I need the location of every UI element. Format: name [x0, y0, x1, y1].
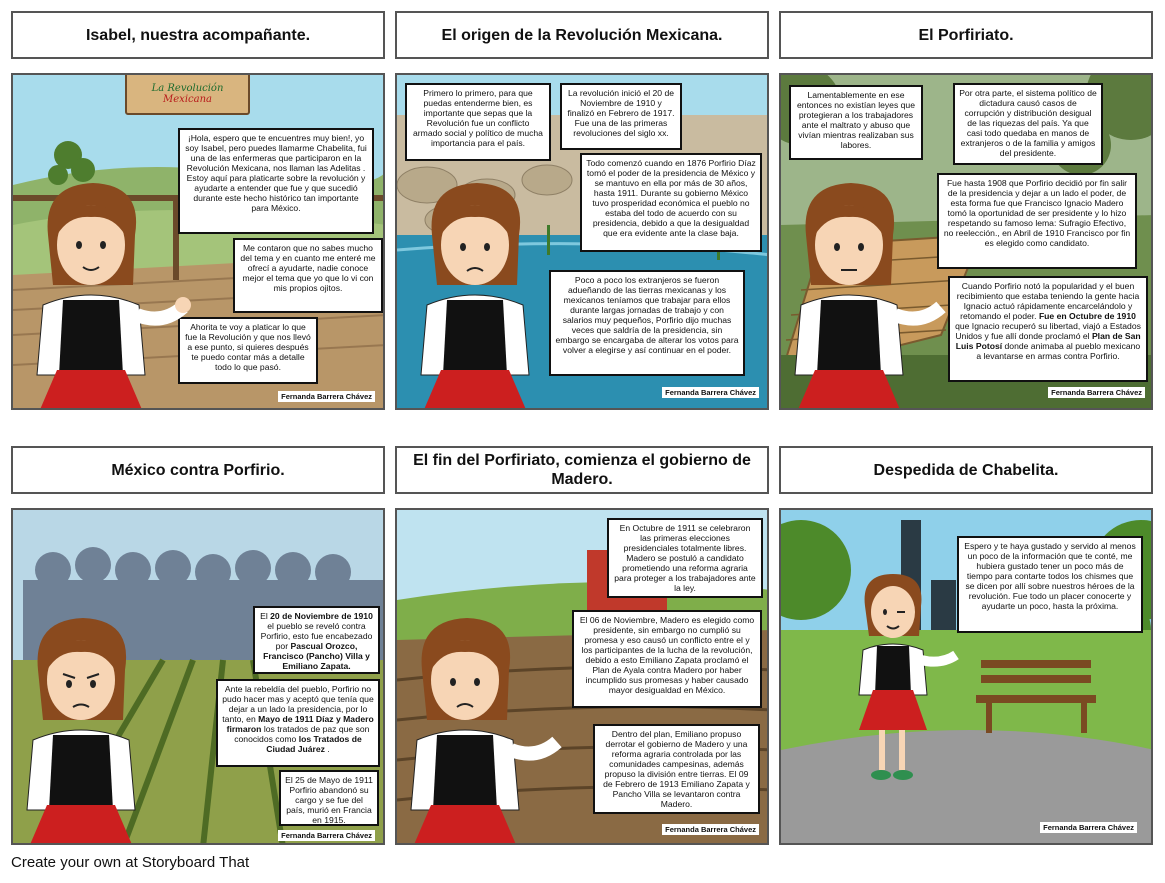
caption: ¡Hola, espero que te encuentres muy bien!, yo soy Isabel, pero puedes llamarme Chabelita, fui una de las enfermeras que participaron en la Revolución Mexicana, nos llaman las Adelitas . Estoy aquí para platicarte sobre la revolución y ayudarte a entender que fue y que sucedió durante este hecho histórico tan importante para México. — [178, 128, 374, 234]
caption: Fue hasta 1908 que Porfirio decidió por fin salir de la presidencia y dejar a un lado el poder, de esta forma fue que Francisco Ignacio Madero tomó la oportunidad de ser presidente y lo hizo respetando su famoso lema: Sufragio Efectivo, no reelección., en Abril de 1910 Francisco por fin es elegido como candidato. — [937, 173, 1137, 269]
caption: Por otra parte, el sistema político de dictadura causó casos de corrupción y distribución desigual de las riquezas del país. Ya que casi todo quedaba en manos de extranjeros o de la familia y amigos del presidente. — [953, 83, 1103, 165]
caption: Dentro del plan, Emiliano propuso derrotar el gobierno de Madero y una reforma agraria controlada por las comunidades campesinas, además propuso la división entre tierras. El 09 de Febrero de 1913 Emiliano Zapata y Pancho Villa se levantaron contra Madero. — [593, 724, 760, 814]
caption: Poco a poco los extranjeros se fueron adueñando de las tierras mexicanas y los mexicanos teníamos que trabajar para ellos durante largas jornadas de trabajo y con salarios muy pequeños, Porfirio dijo muchas veces que saldría de la presidencia, sin embargo se encargaba de alterar los votos para volver a elegirse y así continuar en el poder. — [549, 270, 745, 376]
chabelita-character — [851, 570, 961, 790]
caption: Primero lo primero, para que puedas entenderme bien, es importante que sepas que la Revolución fue un conflicto armado social y político de mucha importancia para el país. — [405, 83, 551, 161]
caption: En Octubre de 1911 se celebraron las primeras elecciones presidenciales totalmente libres. Madero se postuló a candidato prometiendo una reforma agraria para proteger a los trabajadores ante la ley. — [607, 518, 763, 598]
caption — [948, 276, 1148, 382]
caption-text: . — [324, 744, 330, 754]
chabelita-character — [407, 175, 567, 410]
author-credit: Fernanda Barrera Chávez — [278, 391, 375, 402]
caption-bold-date: Fue en Octubre de 1910 — [1038, 311, 1136, 321]
panel-1-scene — [11, 73, 385, 410]
caption: Espero y te haya gustado y servido al menos un poco de la información que te conté, me hubiera gustado tener un poco más de tiempo para contarte todos los chismes que se dicen por allí sobre nuestros héroes de la revolución. Fue todo un placer conocerte y ayudarte un poco, hasta la próxima. — [957, 536, 1143, 633]
chabelita-character — [13, 610, 173, 845]
caption-bold-treaty: los Tratados de Ciudad Juárez — [266, 734, 362, 754]
caption-text: que Ignacio recuperó su libertad, viajó a Estados Unidos y fue allí donde proclamó el — [955, 321, 1141, 341]
chabelita-character — [397, 610, 567, 845]
caption-text: el pueblo se reveló contra Porfirio, esto fue encabezado por — [260, 621, 373, 651]
panel-4-scene — [11, 508, 385, 845]
caption-text: Cuando Porfirio notó la popularidad y el buen recibimiento que estaba teniendo la gente hacia Ignacio actuó rápidamente encarcelándolo y retomando el poder. — [956, 281, 1140, 321]
caption — [216, 679, 380, 767]
chabelita-character — [13, 175, 193, 410]
banner-line-2: Mexicana — [163, 94, 212, 105]
author-credit: Fernanda Barrera Chávez — [1048, 387, 1145, 398]
panel-2-title: El origen de la Revolución Mexicana. — [395, 11, 769, 59]
caption-bold-date: 20 de Noviembre de 1910 — [270, 611, 373, 621]
panel-4-title: México contra Porfirio. — [11, 446, 385, 494]
panel-5-title: El fin del Porfiriato, comienza el gobierno de Madero. — [395, 446, 769, 494]
caption-text: donde animaba al pueblo mexicano a levantarse en armas contra Porfirio. — [976, 341, 1141, 361]
caption-bold-date: Mayo de 1911 Díaz y Madero firmaron — [226, 714, 374, 734]
revolution-banner — [125, 73, 250, 115]
caption-text: los tratados de paz que son conocidos como — [234, 724, 370, 744]
caption: El 25 de Mayo de 1911 Porfirio abandonó su cargo y se fue del país, murió en Francia en 1915. — [279, 770, 379, 826]
author-credit: Fernanda Barrera Chávez — [662, 824, 759, 835]
caption: Todo comenzó cuando en 1876 Porfirio Díaz tomó el poder de la presidencia de México y se mantuvo en ella por más de 30 años, hasta 1911. Durante su gobierno México tuvo prosperidad económica el pueblo no estaba del todo de acuerdo con su presidencia, debido a que la desigualdad que era evidente ante la clase baja. — [580, 153, 762, 252]
author-credit: Fernanda Barrera Chávez — [662, 387, 759, 398]
caption-bold-plan: Plan de San Luis Potosí — [955, 331, 1141, 351]
caption: Me contaron que no sabes mucho del tema y en cuanto me enteré me ofrecí a ayudarte, nadie conoce mejor el tema que yo que lo vi con mis propios ojitos. — [233, 238, 383, 313]
panel-3-scene — [779, 73, 1153, 410]
chabelita-character — [781, 175, 951, 410]
panel-5-scene — [395, 508, 769, 845]
caption: Lamentablemente en ese entonces no existían leyes que protegieran a los trabajadores ante el maltrato y abuso que vivían mientras realizaban sus labores. — [789, 85, 923, 160]
caption: El 06 de Noviembre, Madero es elegido como presidente, sin embargo no cumplió su promesa y eso causó un conflicto entre el y los participantes de la lucha de la revolución, debido a esto Emiliano Zapata proclamó el Plan de Ayala contra Madero por haber incumplido sus promesas y haber causado mayor desigualdad en México. — [572, 610, 762, 708]
caption-text: El — [260, 611, 271, 621]
author-credit: Fernanda Barrera Chávez — [278, 830, 375, 841]
panel-3-title: El Porfiriato. — [779, 11, 1153, 59]
author-credit: Fernanda Barrera Chávez — [1040, 822, 1137, 833]
caption — [253, 606, 380, 674]
caption-bold-leaders: Pascual Orozco, Francisco (Pancho) Villa y Emiliano Zapata. — [263, 641, 370, 671]
footer-credit: Create your own at Storyboard That — [11, 854, 250, 871]
caption: La revolución inició el 20 de Noviembre de 1910 y finalizó en Febrero de 1917. Fue una de las primeras revoluciones del siglo xx. — [560, 83, 682, 150]
panel-1-title: Isabel, nuestra acompañante. — [11, 11, 385, 59]
panel-2-scene — [395, 73, 769, 410]
banner-line-1: La Revolución — [151, 83, 224, 94]
panel-6-title: Despedida de Chabelita. — [779, 446, 1153, 494]
panel-6-scene — [779, 508, 1153, 845]
caption: Ahorita te voy a platicar lo que fue la Revolución y que nos llevó a ese punto, si quieres después te puedo contar más a detalle todo lo que pasó. — [178, 317, 318, 384]
caption-text: Ante la rebeldía del pueblo, Porfirio no pudo hacer mas y aceptó que tenía que dejar a un lado la presidencia, por lo tanto, en — [222, 684, 374, 724]
